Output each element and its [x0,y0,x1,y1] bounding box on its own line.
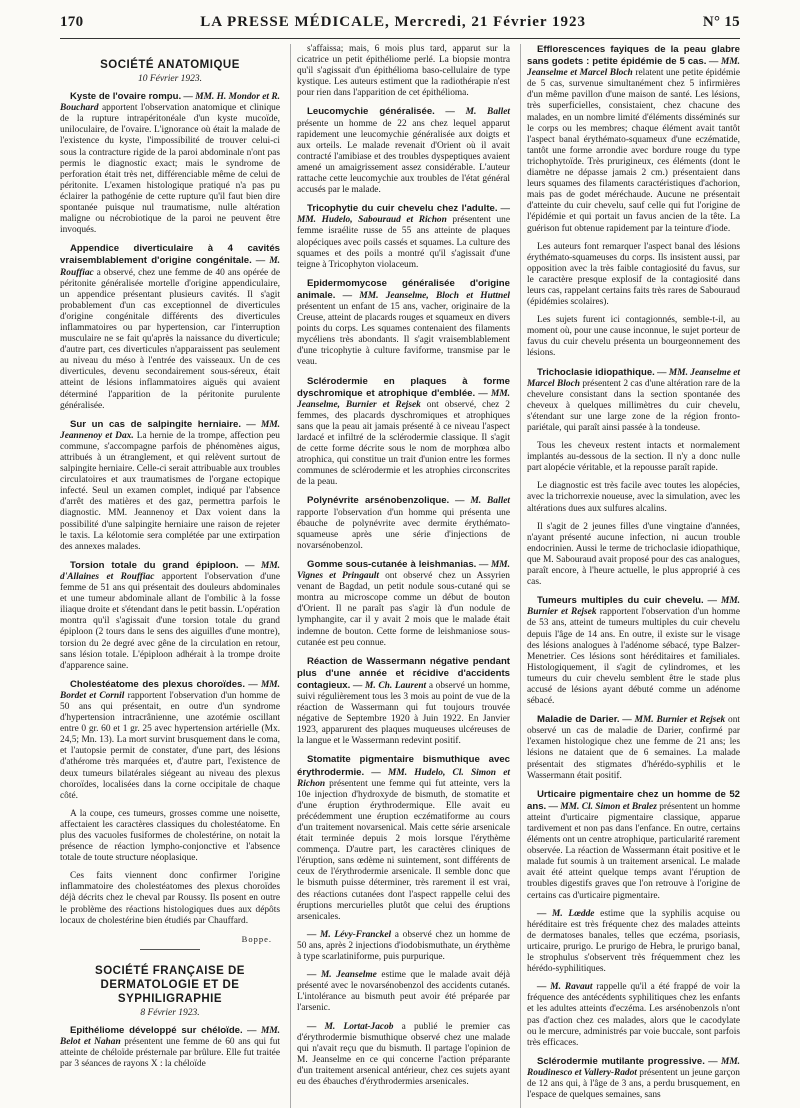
article [60,560,280,672]
article-authors: — M. Ch. Laurent [350,680,427,691]
article-authors: — MM. Burnier et Rejsek [527,596,741,618]
article-authors: — M. Ravaut [537,982,593,993]
article [297,930,510,963]
article-paragraph [527,367,740,435]
article-heading: Kyste de l'ovaire rompu. [70,91,182,103]
article-body: s'affaissa; mais, 6 mois plus tard, apparut sur la cicatrice un petit épithéliome perlé. La biopsie montra qu'il s'agissait d'un épithélioma baso-cellulaire de type kystique. Les auteurs estiment que la radiothérapie n'est pour rien dans l'apparition de cet épithélioma. [297,44,510,99]
article [297,44,510,99]
article-authors: — MM. Hudelo, Sabouraud et Richon [297,204,511,226]
article-heading: Appendice diverticulaire à 4 cavités vraisemblablement d'origine congénitale. [60,243,280,267]
article-paragraph [527,789,740,902]
article-authors: — MM. d'Allaines et Rouffiac [60,560,281,582]
article-paragraph [527,44,740,235]
article-paragraph [297,1022,510,1089]
article-list [60,1025,280,1070]
article [527,441,740,474]
article-body: ont observé un cas de maladie de Darier, confirmé par l'examen histologique chez une femme de 21 ans; les lésions ne dataient que de 6 semaines. La malade présentait des stigmates d'hérédo-syphilis et le Wassermann était positif. [527,715,741,781]
header-rule [60,38,740,39]
article-authors: — MM. Jeanselme et Marcel Bloch [527,57,741,79]
article-heading: Sclérodermie en plaques à forme dyschromique et atrophique d'emblée. [297,375,510,399]
article [60,243,280,411]
article-authors: — MM. Jeanselme et Marcel Bloch [527,367,740,389]
article [297,970,510,1014]
article-heading: Trichoclasie idiopathique. [537,366,655,378]
article [60,91,280,236]
article-paragraph [527,481,740,514]
article-heading: Torsion totale du grand épiploon. [70,559,239,571]
article-body: présentent une femme de 60 ans qui fut atteinte de chéloïde présternale par brûlure. Elle fut traitée par 3 séances de rayons X : la chéloïde [60,1037,280,1070]
article [297,1022,510,1089]
article [527,789,740,902]
section-date: 10 Février 1923. [137,74,203,84]
article-body: présentent une femme qui fut atteinte, vers la 10e injection d'hydroxyde de bismuth, de stomatite et d'une éruption érythrodermique. Elle avait eu précédemment une éruption eczématiforme au cours d'un traitement novarsenical. Mais cette série arsenicale était terminée depuis 2 mois lorsque l'érythème commença. D'autre part, les caractères cliniques de l'éruption, sans œdème ni suintement, sont différents de ceux de l'érythrodermie arsenicale. Il semble donc que le bismuth puisse déterminer, très rarement il est vrai, des réactions cutanées dont l'aspect rappelle celui des éruptions mercurielles plutôt que celui des éruptions arsenicales. [297,778,510,922]
article-paragraph [60,1025,280,1070]
article-paragraph [297,656,510,748]
article-body: Ces faits viennent donc confirmer l'origine inflammatoire des cholestéatomes des plexus choroïdes déjà décrits chez le cheval par Roussy. Ils posent en outre le problème des réactions histologiques dues aux dépôts locaux de cholestérine bien étudiés par Chauffard. [60,871,280,926]
article-paragraph [297,278,510,369]
article-body: Le diagnostic est très facile avec toutes les alopécies, avec la trichorrexie noueuse, avec la simulation, avec les altérations dues aux sulfures alcalins. [527,481,740,514]
article-authors: — MM. Jeannenoy et Dax. [60,419,281,441]
article-heading: Réaction de Wassermann négative pendant plus d'une année et récidive d'accidents contagieux. [297,655,510,691]
article-authors: — M. Lortat-Jacob [307,1021,394,1032]
article-body: La hernie de la trompe, affection peu commune, s'accompagne parfois de phénomènes aigus, attribués à un étranglement, et qui relèvent surtout de salpingite herniaire. Celle-ci serait attribuable aux troubles circulatoires et aux traumatismes de l'organe ectopique infecté. Seul un examen complet, indiqué par l'absence d'arrêt des matières et des gaz, permettra parfois le diagnostic. MM. Jeannenoy et Dax voient dans la possibilité d'une salpingite herniaire une raison de rejeter le taxis. La kélotomie sera complétée par une extirpation des annexes malades. [60,430,280,552]
article [527,242,740,309]
article-body: estime que le malade avait déjà présenté avec le novarsénobenzol des accidents cutanés. L'intolérance au bismuth peut avoir été préparée par l'arsenic. [297,970,510,1014]
article-list [297,44,510,1088]
article-authors: — MM. Hudelo, Cl. Simon et Richon [297,767,510,789]
article-heading: Efflorescences fayiques de la peau glabre sans godets : petite épidémie de 5 cas. [527,44,740,68]
article-paragraph [60,560,280,672]
article-body: rapporte l'observation d'un homme qui présenta une ébauche de polynévrite avec dermite érythémato-squameuse après une série d'injections de novarsénobenzol. [297,507,510,551]
article [527,367,740,435]
article-body: présentent 2 cas d'une altération rare de la chevelure consistant dans la section spontanée des cheveux à quelques millimètres du cuir chevelu, s'étendant sur une large zone de la région fronto-pariétale, qui paraît ainsi passée à la tondeuse. [527,378,740,433]
article-authors: — MM. Burnier et Rejsek [619,715,726,726]
article-paragraph [297,44,510,99]
article [527,714,740,782]
article-authors: — M. Rouffiac [60,256,280,278]
article-paragraph [297,559,510,649]
article-paragraph [527,982,740,1049]
article-paragraph [60,419,280,553]
article-heading: Maladie de Darier. [537,714,620,726]
article-paragraph [60,871,280,926]
article-paragraph [527,315,740,359]
article-authors: — MM. Roudinesco et Vallery-Radot [527,1056,740,1078]
article-body: a observé chez un homme de 50 ans, après 2 injections d'iodobismuthate, un érythème à type scarlatiniforme, puis purpurique. [297,929,510,963]
article-authors: — MM. Cl. Simon et Bralez [546,801,657,812]
article-authors: — M. Lévy-Franckel [307,929,392,940]
article-authors: — MM. Bordet et Cornil [60,679,280,701]
issue-number: N° 15 [702,14,740,30]
article-body: présentent un homme atteint d'urticaire pigmentaire classique, apparue tardivement et non pas dans l'enfance. En outre, certains éléments ont un centre atrophique, particularité rarement observée. La réaction de Wassermann était positive et le malade fut soumis à un traitement arsenical. Le malade avait été atteint quelque temps avant l'éruption de troubles digestifs graves que l'on retrouve à l'origine de certains cas d'urticaire pigmentaire. [527,801,740,901]
article-paragraph [527,595,740,707]
article-body: ont observé, chez 2 femmes, des placards dyschromiques et atrophiques sans que la peau ait jamais présenté à ce niveau l'aspect lardacé et infiltré de la sclérodermie classique. Il s'agit de cette forme décrite sous le nom de morphœa albo atrophica, qui constitue un trait d'union entre les formes communes de sclérodermie et les atrophies circonscrites de la peau. [297,399,510,488]
article-body: a observé, chez une femme de 40 ans opérée de péritonite généralisée mortelle d'origine appendiculaire, un appendice présentant plusieurs cavités. Il s'agit probablement d'un cas exceptionnel de diverticules d'origine congénitale différents des diverticules inflammatoires ou par hypertension, car l'interruption musculaire ne se fait qu'après la naissance du diverticule; d'autre part, ces diverticules n'apparaissent pas seulement au niveau du méso à l'entrée des vaisseaux. Un de ces diverticules, devenu secondairement sous-séreux, était atteint de lésions inflammatoires aiguës qui avaient déterminé l'apparition de la péritonite purulente généralisée. [60,267,280,411]
article-heading: Tumeurs multiples du cuir chevelu. [537,595,704,607]
article-paragraph [60,679,280,802]
article-body: Les sujets furent ici contagionnés, semble-t-il, au moment où, pour une cause inconnue, le sujet porteur de favus du cuir chevelu présenta un bourgeonnement des lésions. [527,315,740,359]
article-body: présentent un enfant de 15 ans, vacher, originaire de la Creuse, atteint de placards rouges et squameux en divers points du corps. Les squames contenaient des filaments mycéliens très abondants. Il s'agit vraisemblablement d'une tricophytie à culture faviforme, transmise par le veau. [297,301,510,368]
article-paragraph [297,970,510,1014]
article-heading: Sclérodermie mutilante progressive. [537,1055,705,1067]
article [297,376,510,489]
article-heading: Tricophytie du cuir chevelu chez l'adulte. [307,203,498,215]
article-paragraph [297,495,510,551]
article-body: relatent une petite épidémie de 5 cas, survenue simultanément chez 5 infirmières d'un même pavillon d'une maison de santé. Les lésions, très superficielles, consistaient, chez chacune des malades, en un nombre limité d'éléments disséminés sur le corps ou les membres; chaque élément avait tantôt l'aspect banal érythémato-squameux d'une eczématide, tantôt une forme arrondie avec bordure rouge du type trichophytoïde. Très prurigineux, ces éléments (dont le diamètre ne dépasse jamais 2 cm.) présentaient dans leurs squames des filaments caractéristiques d'achorion, mais pas de godet méréchaude. Aucune ne présentait d'atteinte du cuir chevelu, sauf celle qui fut l'origine de l'épidémie et qui portait un favus ancien de la tête. La guérison fut obtenue rapidement par la teinture d'iode. [527,68,740,234]
article [527,1056,740,1101]
article-heading: Stomatite pigmentaire bismuthique avec érythrodermie. [297,754,510,778]
article [297,203,510,271]
column-1 [60,44,280,1108]
article-authors: — M. Jeanselme [307,970,377,981]
article-body: Les auteurs font remarquer l'aspect banal des lésions érythémato-squameuses du corps. Ils insistent aussi, par opposition avec la très faible contagiosité du favus, sur le caractère presque explosif de la contagiosité dans leurs cas, rappelant certains faits très rares de Sabouraud (épidémies scolaires). [527,241,740,308]
page-header [60,14,740,36]
article-authors: — M. Ballet [434,107,510,118]
section-title: SOCIÉTÉ ANATOMIQUE [100,59,240,71]
article [527,481,740,514]
article-body: ont observé chez un Assyrien venant de Bagdad, un petit nodule sous-cutané qui se montra au microscope comme un début de bouton d'Orient. Il ne paraît pas s'agir là d'un nodule de lymphangite, car il y avait 2 mois que le malade était indemne de bouton. Cette forme de leishmaniose sous-cutanée est peu connue. [297,571,510,648]
article-paragraph [60,243,280,411]
article-paragraph [527,242,740,309]
article-heading: Leucomychie généralisée. [307,106,435,118]
page-number: 170 [60,14,84,30]
article [60,871,280,926]
article-authors: — MM. H. Mondor et R. Bouchard [60,92,280,114]
article-authors: — MM. Jeanselme, Bloch et Huttnel [335,290,510,301]
article-body: Tous les cheveux restent intacts et normalement implantés au-dessous de la section. Il n'y a donc nulle part alopécie véritable, et la repousse paraît rapide. [527,441,740,474]
article-paragraph [527,909,740,976]
article [297,495,510,551]
article [527,522,740,589]
article-paragraph [60,809,280,864]
article [60,809,280,864]
journal-title: LA PRESSE MÉDICALE, Mercredi, 21 Février 1923 [200,14,587,30]
article-authors: — MM. Belot et Nahan [60,1025,280,1048]
article-paragraph [297,930,510,963]
article-authors: — MM. Vignes et Pringault [297,559,510,582]
article-heading: Polynévrite arsénobenzolique. [307,495,450,507]
article [527,44,740,235]
article-heading: Gomme sous-cutanée à leishmanias. [307,558,477,570]
article-paragraph [297,376,510,489]
article-heading: Sur un cas de salpingite herniaire. [70,418,242,430]
article [60,1025,280,1070]
article [297,106,510,196]
article-paragraph [297,754,510,922]
article-body: apportent l'observation d'une femme de 51 ans qui présentait des douleurs abdominales et une tumeur abdominale allant de l'ombilic à la fosse iliaque droite et s'étendant dans le petit bassin. L'opération montra qu'il s'agissait d'une torsion totale du grand épiploon (2 tours dans le sens des aiguilles d'une montre), torsion du 2e degré avec gêne de la circulation en retour, sans lésion totale. L'épiploon adhérait à la trompe droite d'apparence saine. [60,571,280,671]
article [60,419,280,553]
article-body: présente un homme de 22 ans chez lequel apparut rapidement une leucomychie généralisée aux doigts et aux orteils. Le malade revenait d'Orient où il avait contracté l'amibiase et des troubles dyspeptiques avaient amené un amaigrissement assez considérable. L'auteur rattache cette leucomychie aux troubles de l'état général accusés par le malade. [297,118,510,196]
article [60,679,280,802]
signature: Boppe. [241,933,272,944]
article-heading: Cholestéatome des plexus choroïdes. [70,678,246,690]
article-paragraph [297,203,510,271]
section-date: 8 Février 1923. [140,1007,200,1018]
article [297,278,510,369]
article-authors: — M. Ballet [449,496,510,507]
article-authors: — M. Lœdde [537,908,595,919]
section-divider [140,949,200,950]
article-paragraph [60,91,280,236]
article-body: rapportent l'observation d'un homme de 53 ans, atteint de tumeurs multiples du cuir chevelu depuis l'âge de 14 ans. En outre, il existe sur le visage des lésions analogues à l'adénome sébacé, type Balzer-Menetrier. Ces lésions sont héréditaires et familiales. Histologiquement, il s'agit de cylindromes, et les tumeurs du cuir chevelu semblent être le stade plus accusé de lésions ayant débuté comme un adénome sébacé. [527,607,740,707]
article [527,909,740,976]
article-list [60,91,280,927]
article [297,754,510,922]
article-paragraph [527,522,740,589]
article-columns [60,44,741,1101]
section-title: SOCIÉTÉ FRANÇAISE DE DERMATOLOGIE ET DE SYPHILIGRAPHIE [95,964,245,1005]
article-body: a observé un homme, suivi régulièrement tous les 3 mois au point de vue de la réaction de Wassermann qui fut toujours trouvée négative de Septembre 1920 à Juin 1922. En Janvier 1923, apparurent des plaques muqueuses ulcéreuses de la langue et le Wassermann redevint positif. [297,680,510,747]
article [297,656,510,748]
article-heading: Epithéliome développé sur chéloïde. [70,1024,243,1036]
article-list [527,44,740,1101]
article-paragraph [527,1056,740,1101]
article-body: rapportent l'observation d'un homme de 50 ans qui présentait, en outre d'un syndrome d'hypertension intracrânienne, une azotémie oscillant entre 0 gr. 60 et 1 gr. 25 avec hypertension artérielle (Mx. 24,5; Mn. 13). La mort survint brusquement dans le coma, et l'autopsie permit de constater, d'une part, des lésions d'athérome très marquées et, d'autre part, l'existence de deux tumeurs bilatérales siégeant au niveau des plexus choroïdes, localisées dans la corne occipitale de chaque côté. [60,690,281,801]
article [527,595,740,707]
article [297,559,510,649]
article-body: présentent une femme israélite russe de 55 ans atteinte de plaques alopéciques avec poils cassés et squames. La culture des squames et des poils a montré qu'il s'agissait d'une teigne à Tricophyton violaceum. [297,215,511,270]
article-body: estime que la syphilis acquise ou héréditaire est très fréquente chez des malades atteints de dermatoses banales, telles que eczéma, psoriasis, urticaire, prurigo. Le prurigo de Hebra, le prurigo banal, le strophulus s'observent très fréquemment chez les hérédo-syphilitiques. [527,908,741,975]
article-paragraph [297,106,510,196]
article-body: présentent un jeune garçon de 12 ans qui, à l'âge de 3 ans, a perdu brusquement, en l'espace de quelques semaines, sans [527,1067,740,1101]
article [527,982,740,1049]
article-paragraph [527,441,740,474]
article [527,315,740,359]
column-2 [290,44,510,1108]
article-heading: Epidermomycose généralisée d'origine animale. [297,277,510,301]
article-body: apportent l'observation anatomique et clinique de la rupture intrapéritonéale d'un kyste mucoïde, uniloculaire, de l'ovaire. L'ignorance où était la malade de l'existence du kyste, l'impossibilité de trouver celui-ci sous la contracture rigide de la paroi abdominale n'ont pas permis le diagnostic exact; mais le syndrome de perforation était très net, différenciable même de celui de péritonite. L'examen histologique pratiqué n'a pas pu éclairer la pathogénie de cette rupture qu'il faut bien dire spontanée puisque nul traumatisme, nulle altération maligne ou nécrobiotique de la paroi ne peuvent être invoqués. [60,103,280,236]
article-paragraph [527,714,740,782]
article-body: a publié le premier cas d'érythrodermie bismuthique observé chez une malade qui n'avait reçu que du bismuth. Il partage l'opinion de M. Jeanselme en ce qui concerne l'action préparante d'un traitement arsenical antérieur, chez ces sujets ayant eu des ébauches d'érythrodermies arsenicales. [297,1021,510,1087]
article-body: rappelle qu'il a été frappé de voir la fréquence des antécédents syphilitiques chez les enfants et les adultes atteints d'eczéma. Les arsénobenzols n'ont pas d'action chez ces malades, alors que le cacodylate ou le mercure, administrés par voie buccale, sont parfois très efficaces. [527,982,740,1048]
article-heading: Urticaire pigmentaire chez un homme de 52 ans. [527,788,740,812]
article-authors: — MM. Jeanselme, Burnier et Rejsek [297,388,510,410]
column-3 [520,44,740,1108]
article-body: Il s'agit de 2 jeunes filles d'une vingtaine d'années, n'ayant présenté aucune infection, ni aucun trouble endocrinien. Aussi le terme de trichoclasie idiopathique, que M. Sabouraud avait proposé pour des cas analogues, paraît encore, à l'heure actuelle, le plus approprié à ces cas. [527,521,740,588]
article-body: A la coupe, ces tumeurs, grosses comme une noisette, affectaient les caractères classiques du cholestéatome. En plus des vacuoles fusiformes de cholestérine, on notait la présence de réaction lympho-conjonctive et l'absence totale de toute structure néoplasique. [60,808,280,864]
